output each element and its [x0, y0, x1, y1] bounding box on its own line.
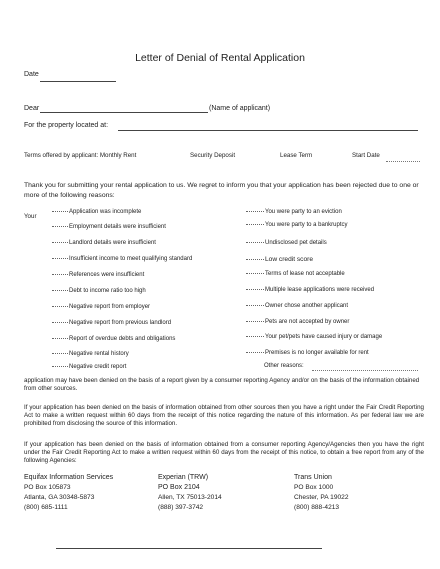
- terms-monthly-rent: Terms offered by applicant: Monthly Rent: [24, 152, 137, 159]
- agency-city: Allen, TX 75013-2014: [158, 494, 222, 501]
- reason-left-item[interactable]: Negative rental history: [52, 351, 129, 358]
- signature-line[interactable]: [56, 548, 322, 549]
- terms-start-date: Start Date: [352, 152, 380, 159]
- page-title: Letter of Denial of Rental Application: [135, 52, 305, 64]
- reason-left-item[interactable]: References were insufficient: [52, 272, 144, 279]
- date-label: Date: [24, 71, 39, 78]
- agency-name: Trans Union: [294, 474, 332, 481]
- reason-left-item[interactable]: Negative report from previous landlord: [52, 320, 171, 327]
- agency-po-box: PO Box 105873: [24, 484, 71, 491]
- intro-paragraph: Thank you for submitting your rental application to us. We regret to inform you that your application has been rejected due to one or more of the following reasons:: [24, 182, 419, 199]
- reason-right-item[interactable]: Other reasons:: [264, 363, 304, 369]
- other-reasons-line[interactable]: [312, 370, 418, 371]
- agency-phone: (800) 685-1111: [24, 504, 68, 511]
- agency-po-box: PO Box 2104: [158, 484, 200, 491]
- agency-city: Chester, PA 19022: [294, 494, 349, 501]
- property-label: For the property located at:: [24, 122, 109, 129]
- reason-right-item[interactable]: You were party to an eviction: [246, 209, 342, 216]
- reason-right-item[interactable]: You were party to a bankruptcy: [246, 222, 348, 229]
- reason-left-item[interactable]: Landlord details were insufficient: [52, 240, 156, 247]
- reason-left-item[interactable]: Negative credit report: [52, 364, 126, 371]
- reason-right-item[interactable]: Undisclosed pet details: [246, 240, 327, 247]
- other-sources-paragraph: If your application has been denied on the basis of information obtained from other sources then you have a right under the Fair Credit Reporting Act to make a written request within 60 days from the receipt of this notice regarding the nature of this information. As per federal law we are prohibited from disclosing the source of this information.: [24, 404, 424, 428]
- agency-experian: [158, 473, 222, 513]
- agency-phone: (800) 888-4213: [294, 504, 340, 511]
- agency-equifax: [24, 473, 113, 513]
- agency-name: Equifax Information Services: [24, 474, 114, 481]
- dear-label: Dear: [24, 105, 40, 112]
- reason-left-item[interactable]: Employment details were insufficient: [52, 224, 166, 231]
- reason-right-item[interactable]: Your pet/pets have caused injury or damage: [246, 334, 382, 341]
- agency-paragraph: application may have been denied on the basis of a report given by a consumer reporting Agency and/or on the basis of the information obtained from other sources.: [24, 377, 420, 393]
- date-line[interactable]: [40, 81, 116, 82]
- consumer-agency-paragraph: If your application has been denied on the basis of information obtained from a consumer reporting Agency/Agencies then you have the right under the Fair Credit Reporting Act to make a written request within 60 days from the receipt of this notice, to obtain a free report from any of the following Agencies:: [24, 441, 424, 465]
- agency-phone: (888) 397-3742: [158, 504, 204, 511]
- terms-security-deposit: Security Deposit: [190, 152, 236, 159]
- reason-right-item[interactable]: Terms of lease not acceptable: [246, 271, 345, 278]
- agency-po-box: PO Box 1000: [294, 484, 334, 491]
- agency-name: Experian (TRW): [158, 474, 209, 481]
- terms-lease-term: Lease Term: [280, 152, 313, 159]
- reason-right-item[interactable]: Pets are not accepted by owner: [246, 319, 349, 326]
- your-label: Your: [24, 213, 37, 220]
- start-date-line[interactable]: [386, 161, 420, 162]
- reason-right-item[interactable]: Premises is no longer available for rent: [246, 350, 369, 357]
- reason-left-item[interactable]: Negative report from employer: [52, 304, 150, 311]
- reason-left-item[interactable]: Debt to income ratio too high: [52, 288, 146, 295]
- agency-trans-union: [294, 473, 349, 513]
- reason-left-item[interactable]: Application was incomplete: [52, 209, 141, 216]
- agency-city: Atlanta, GA 30348-5873: [24, 494, 95, 501]
- name-of-applicant-label: (Name of applicant): [209, 105, 271, 112]
- applicant-name-line[interactable]: [40, 112, 208, 113]
- reason-left-item[interactable]: Insufficient income to meet qualifying standard: [52, 256, 192, 263]
- reason-left-item[interactable]: Report of overdue debts and obligations: [52, 336, 175, 343]
- reason-right-item[interactable]: Owner chose another applicant: [246, 303, 348, 310]
- reason-right-item[interactable]: Multiple lease applications were received: [246, 287, 374, 294]
- property-line[interactable]: [118, 130, 418, 131]
- reason-right-item[interactable]: Low credit score: [246, 256, 313, 263]
